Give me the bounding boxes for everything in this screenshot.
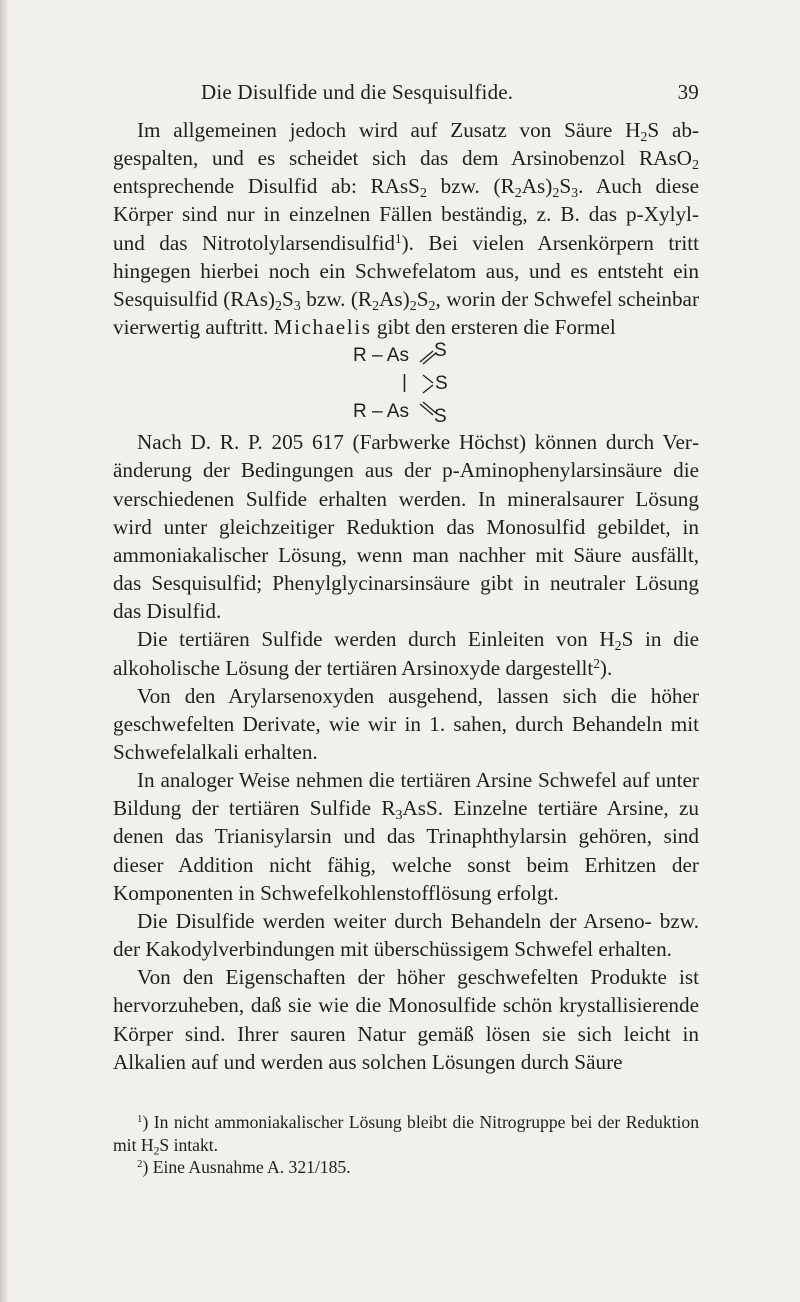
paragraph-5 <box>113 766 699 907</box>
page-number: 39 <box>677 80 699 104</box>
subscript: 2 <box>614 639 622 655</box>
footnote-1 <box>113 1111 699 1156</box>
text: ) In nicht ammoniakalischer Lösung bleibt die Nitrogruppe bei der Reduktion mit H <box>113 1112 699 1155</box>
subscript: 2 <box>640 129 648 145</box>
paragraph-1 <box>113 116 699 341</box>
paragraph-4: Von den Arylarsenoxyden ausgehend, lassen sich die höher geschwefelten Derivate, wie wir in 1. sahen, durch Behandeln mit Schwefelalkali erhalten. <box>113 683 699 764</box>
paragraph-6: Die Disulfide werden weiter durch Behandeln der Arseno- bzw. der Kakodylverbindungen mit überschüssigem Schwefel erhalten. <box>113 908 699 962</box>
text: gibt den ersteren die Formel <box>371 315 616 340</box>
main-text <box>113 116 699 1076</box>
text: ). Bei vielen Arsenkörpern tritt hingegen hierbei noch ein Schwefelatom aus, und es entsteht ein Sesquisulfid (RAs) <box>113 230 699 311</box>
text: ). <box>599 655 613 680</box>
structural-formula <box>113 340 699 428</box>
text: As) <box>521 174 553 199</box>
subscript: 2 <box>409 298 417 314</box>
text: , worin der Schwefel scheinbar vierwertig auftritt. <box>113 286 700 340</box>
text: entsprechende Disulfid ab: RAsS <box>113 174 420 199</box>
footnote-mark-1: 1 <box>137 1113 143 1125</box>
subscript: 2 <box>275 298 282 314</box>
footnote-ref-2: 2 <box>593 655 600 671</box>
subscript: 2 <box>419 186 427 202</box>
subscript: 2 <box>514 186 522 202</box>
formula-bottom-sulfur: S <box>434 406 447 428</box>
subscript: 2 <box>428 298 436 314</box>
subscript: 3 <box>293 298 301 314</box>
subscript: 3 <box>571 186 579 202</box>
text: S <box>282 286 294 311</box>
paragraph-2: Nach D. R. P. 205 617 (Farbwerke Höchst) können durch Veränderung der Bedingungen aus der p-Aminophenylarsinsäure die verschiedenen Sulfide erhalten werden. In mineralsaurer Lösung wird unter gleichzeitiger Reduktion das Monosulfid gebildet, in ammoniakalischer Lösung, wenn man nachher mit Säure ausfällt, das Sesquisulfid; Phenylglycinarsinsäure gibt in neutraler Lösung das Disulfid. <box>113 430 699 624</box>
text: . Auch diese Körper sind nur in einzelnen Fällen beständig, z. B. das p-Xylyl- und das Nitrotolylarsendisulfid <box>113 174 699 255</box>
footnotes <box>113 1111 699 1179</box>
subscript: 3 <box>395 808 403 824</box>
text: bzw. (R <box>426 174 515 199</box>
formula-bridge-sulfur: S <box>435 373 448 395</box>
text: ) Eine Ausnahme A. 321/185. <box>142 1157 351 1178</box>
text: As) <box>379 286 410 311</box>
page-edge-shadow <box>0 0 8 1302</box>
text: S <box>559 174 572 199</box>
formula-top-group: R – As <box>353 345 409 367</box>
text: S abgespalten, und es scheidet sich das dem Arsinobenzol RAsO <box>113 118 700 171</box>
text: bzw. (R <box>300 286 373 311</box>
text: In analoger Weise nehmen die tertiären Arsine Schwefel auf unter Bildung der tertiären Sulfide R <box>113 768 699 821</box>
subscript: 2 <box>153 1143 160 1157</box>
text: Im allgemeinen jedoch wird auf Zusatz von Säure H <box>137 118 641 142</box>
footnote-mark-2: 2 <box>137 1158 143 1171</box>
running-title: Die Disulfide und die Sesquisulfide. <box>201 80 514 104</box>
subscript: 2 <box>692 158 699 174</box>
subscript: 2 <box>372 298 380 314</box>
text: Die tertiären Sulfide werden durch Einleiten von H <box>137 627 615 652</box>
author-name: Michaelis <box>273 315 372 340</box>
text: S intakt. <box>159 1134 219 1155</box>
paragraph-3 <box>113 625 699 681</box>
formula-top-sulfur: S <box>434 340 447 362</box>
footnote-ref-1: 1 <box>395 230 402 246</box>
footnote-2 <box>113 1156 699 1179</box>
text: S <box>416 286 429 311</box>
text: S in die alkoholische Lösung der tertiären Arsinoxyde dargestellt <box>113 627 700 680</box>
text: AsS. Einzelne tertiäre Arsine, zu denen das Trianisylarsin und das Trinaphthylarsin gehören, sind dieser Addition nicht fähig, welche sonst beim Erhitzen der Komponenten in Schwefelkohlenstofflösung erfolgt. <box>113 796 699 905</box>
formula-bottom-group: R – As <box>353 401 409 423</box>
subscript: 2 <box>552 186 560 202</box>
paragraph-7: Von den Eigenschaften der höher geschwefelten Produkte ist hervorzuheben, daß sie wie die Monosulfide schön krystallisierende Körper sind. Ihrer sauren Natur gemäß lösen sie sich leicht in Alkalien auf und werden aus solchen Lösungen durch Säure <box>113 965 699 1074</box>
formula-single-bond: | <box>402 372 407 394</box>
